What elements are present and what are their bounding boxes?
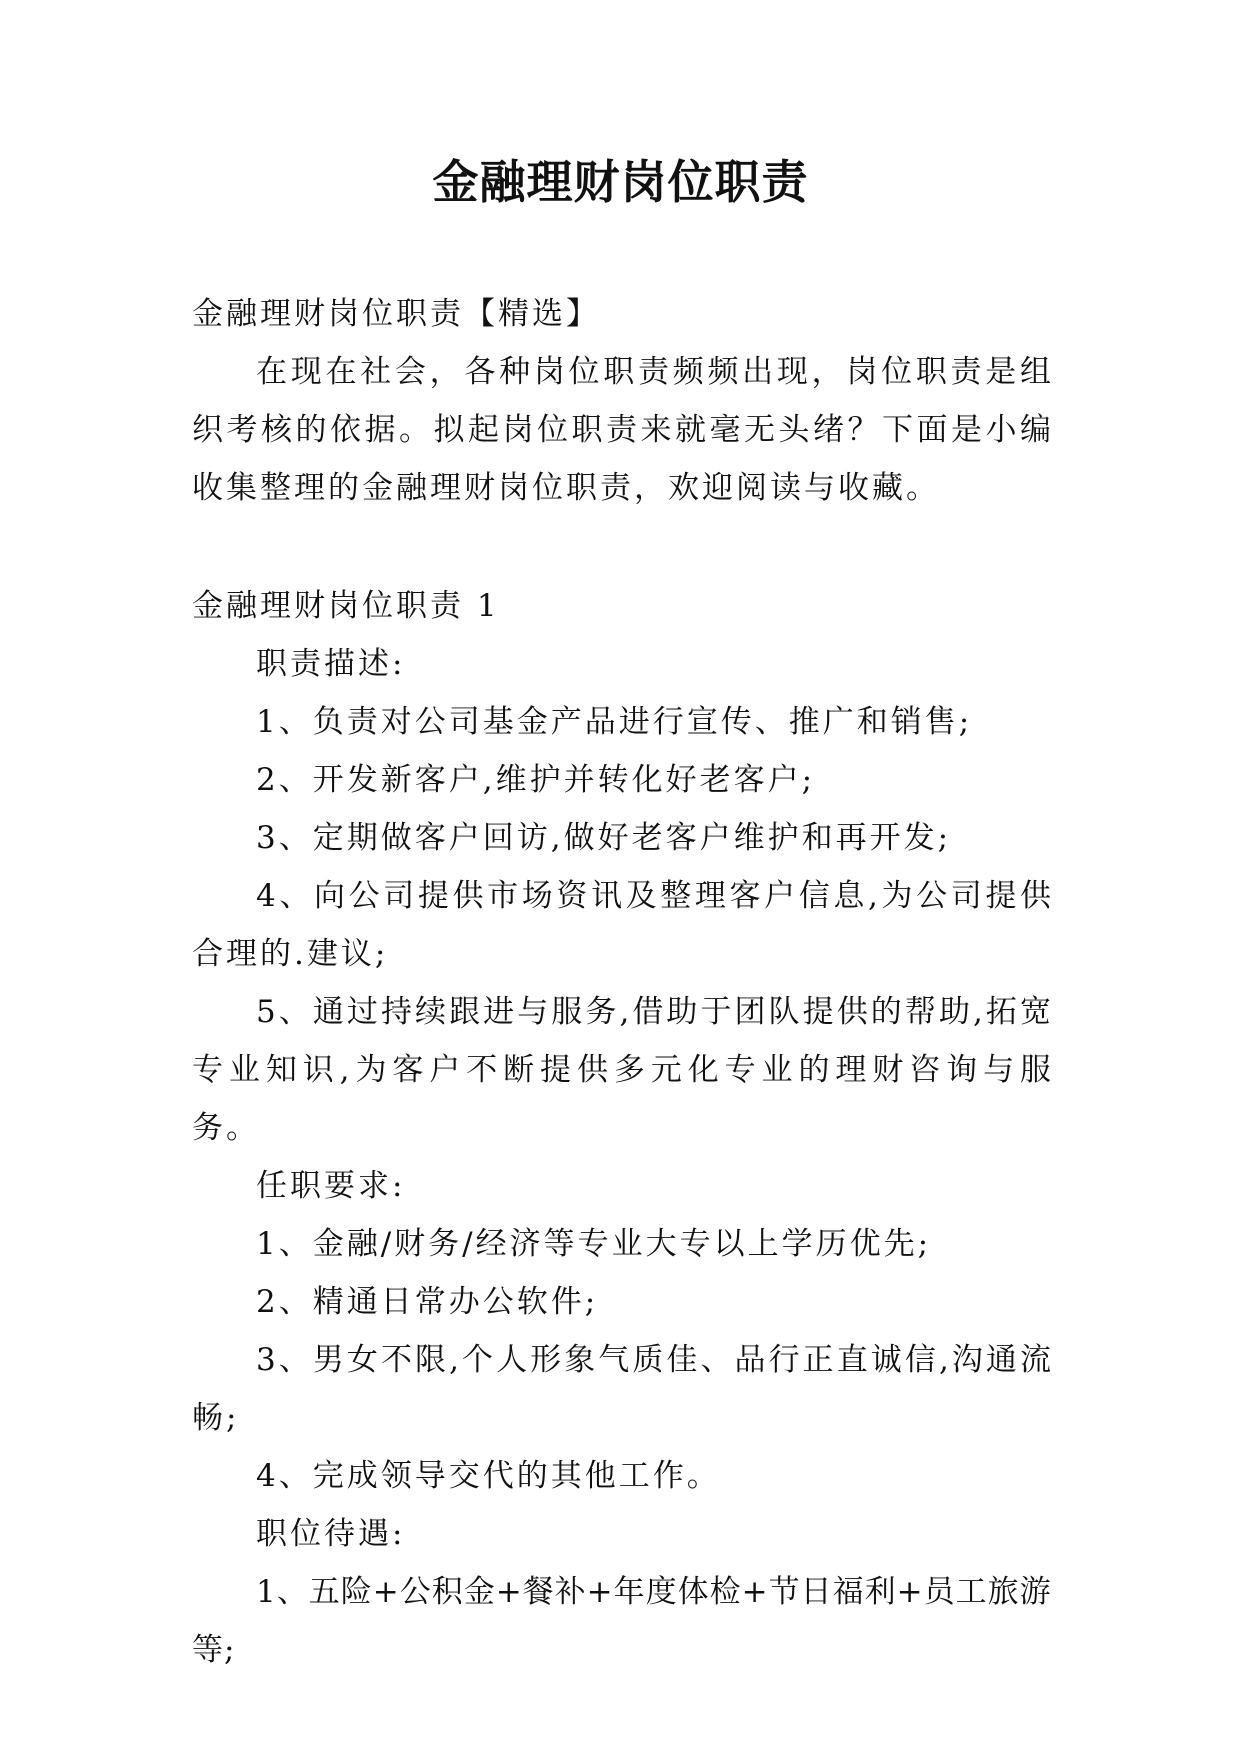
requirement-item-1: 1、金融/财务/经济等专业大专以上学历优先; (256, 1226, 932, 1262)
duty-item-5: 5、通过持续跟进与服务,借助于团队提供的帮助,拓宽专业知识,为客户不断提供多元化专业的理财咨询与服务。 (192, 994, 1054, 1146)
document-body (192, 285, 1054, 1679)
duty-item-2: 2、开发新客户,维护并转化好老客户; (256, 762, 816, 798)
duty-item-4: 4、向公司提供市场资讯及整理客户信息,为公司提供合理的.建议; (192, 878, 1054, 972)
document-title: 金融理财岗位职责 (432, 155, 809, 209)
benefits-heading: 职位待遇: (256, 1516, 406, 1552)
duty-item-3: 3、定期做客户回访,做好老客户维护和再开发; (256, 820, 952, 856)
requirement-item-3: 3、男女不限,个人形象气质佳、品行正直诚信,沟通流畅; (192, 1342, 1054, 1436)
duty-item-1: 1、负责对公司基金产品进行宣传、推广和销售; (256, 704, 973, 740)
section-spacer (192, 517, 1054, 577)
subtitle: 金融理财岗位职责【精选】 (192, 296, 600, 332)
requirements-heading: 任职要求: (256, 1168, 406, 1204)
section-heading: 金融理财岗位职责 1 (192, 588, 500, 624)
benefit-item-1: 1、五险+公积金+餐补+年度体检+节日福利+员工旅游等; (192, 1574, 1052, 1668)
duties-heading: 职责描述: (256, 646, 406, 682)
requirement-item-4: 4、完成领导交代的其他工作。 (256, 1458, 721, 1494)
intro-paragraph: 在现在社会，各种岗位职责频频出现，岗位职责是组织考核的依据。拟起岗位职责来就毫无头绪？下面是小编收集整理的金融理财岗位职责，欢迎阅读与收藏。 (192, 354, 1054, 506)
requirement-item-2: 2、精通日常办公软件; (256, 1284, 599, 1320)
